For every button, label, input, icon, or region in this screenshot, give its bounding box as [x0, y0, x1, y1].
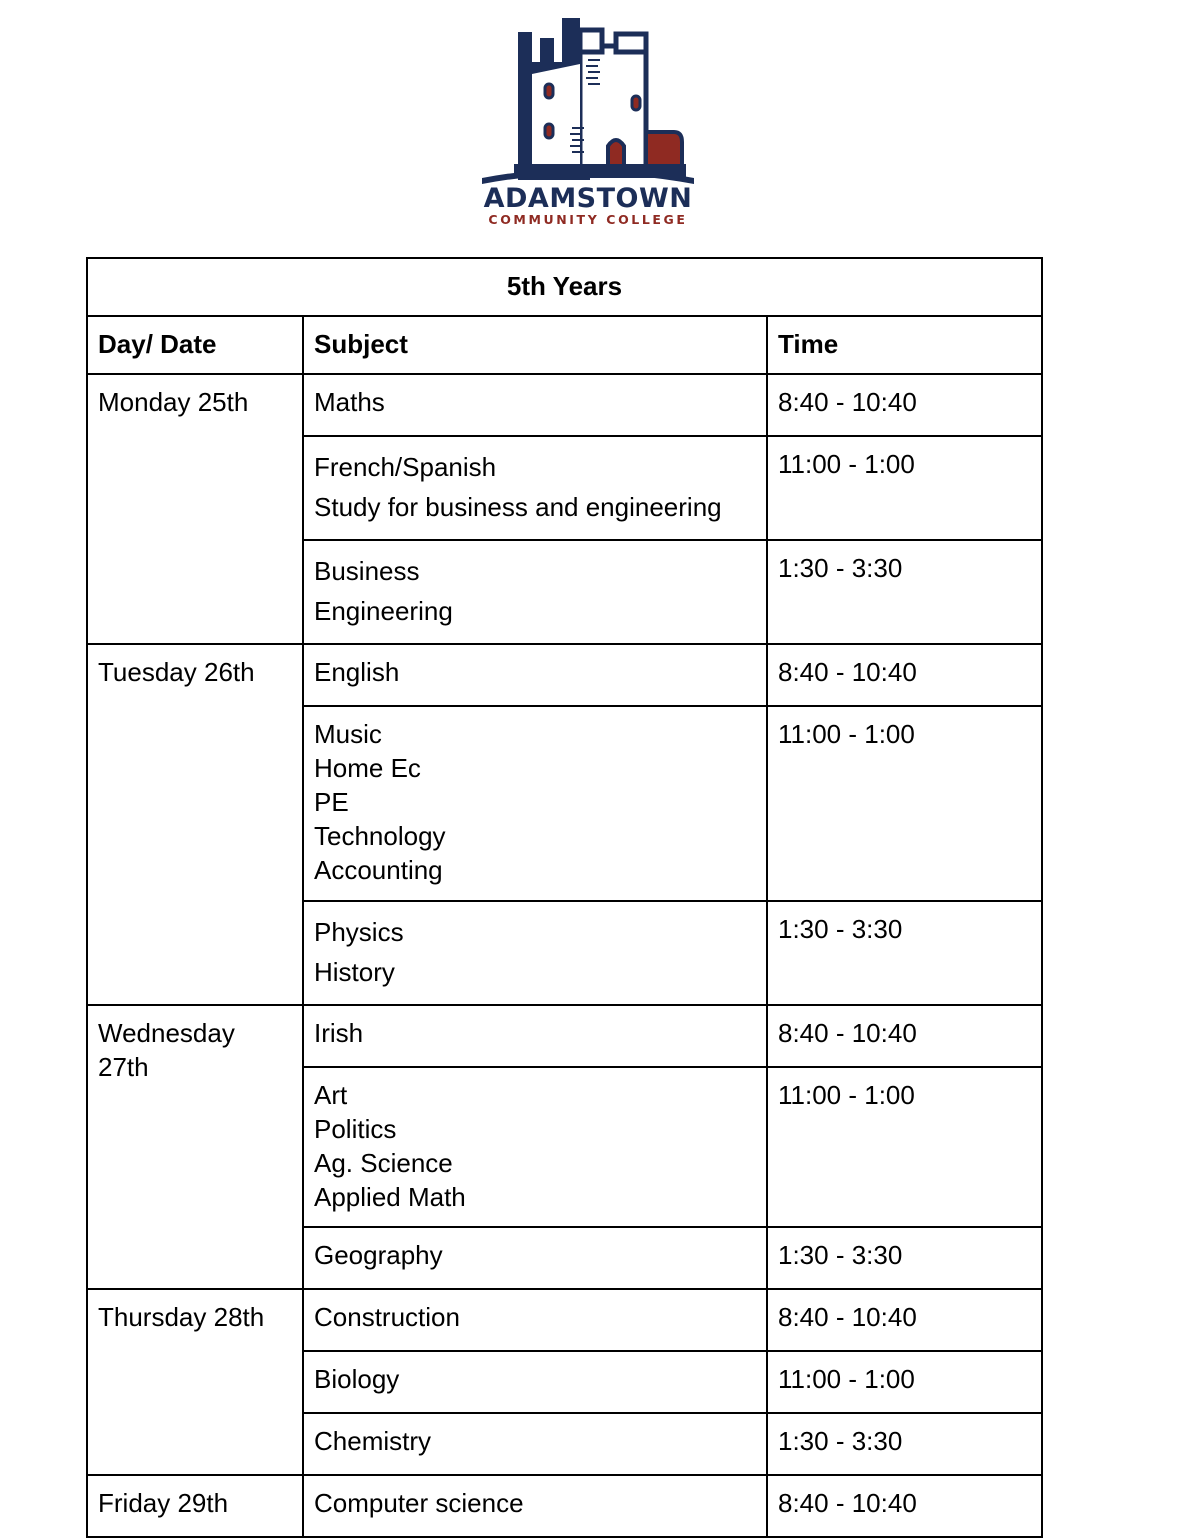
- subject-item: Chemistry: [314, 1426, 432, 1456]
- subject-item: Music: [314, 719, 382, 749]
- time-cell: 11:00 - 1:00: [767, 436, 1042, 540]
- header-day-date: Day/ Date: [87, 316, 303, 374]
- table-row: [87, 1005, 1042, 1067]
- subject-item: History: [314, 957, 395, 987]
- day-cell-wednesday: [87, 1005, 303, 1289]
- day-cell-thursday: Thursday 28th: [87, 1289, 303, 1475]
- subject-item: Engineering: [314, 596, 453, 626]
- day-cell-tuesday: Tuesday 26th: [87, 644, 303, 1005]
- subject-item: Construction: [314, 1302, 460, 1332]
- subject-cell: [303, 1227, 767, 1289]
- time-cell: 8:40 - 10:40: [767, 1005, 1042, 1067]
- subject-cell: [303, 644, 767, 706]
- subject-item: Ag. Science: [314, 1148, 453, 1178]
- subject-cell: [303, 1289, 767, 1351]
- time-cell: 1:30 - 3:30: [767, 1227, 1042, 1289]
- subject-item: Physics: [314, 917, 404, 947]
- table-row: [87, 1289, 1042, 1351]
- time-cell: 1:30 - 3:30: [767, 540, 1042, 644]
- time-cell: 11:00 - 1:00: [767, 1351, 1042, 1413]
- subject-item: Home Ec: [314, 753, 421, 783]
- subject-item: Art: [314, 1080, 348, 1110]
- subject-item: English: [314, 657, 400, 687]
- subject-item: Geography: [314, 1240, 443, 1270]
- subject-item: Irish: [314, 1018, 364, 1048]
- subject-item: Computer science: [314, 1488, 524, 1518]
- subject-item: French/Spanish: [314, 452, 497, 482]
- day-label-line: Wednesday: [98, 1018, 235, 1048]
- subject-item: Technology: [314, 821, 446, 851]
- subject-cell: [303, 1413, 767, 1475]
- subject-cell: [303, 540, 767, 644]
- day-cell-monday: Monday 25th: [87, 374, 303, 644]
- subject-cell: [303, 1351, 767, 1413]
- logo-college-subtitle: COMMUNITY COLLEGE: [488, 212, 688, 227]
- table-title: 5th Years: [87, 258, 1042, 316]
- time-cell: 8:40 - 10:40: [767, 374, 1042, 436]
- time-cell: 8:40 - 10:40: [767, 1289, 1042, 1351]
- subject-item: Applied Math: [314, 1182, 466, 1212]
- day-cell-friday: Friday 29th: [87, 1475, 303, 1537]
- time-cell: 1:30 - 3:30: [767, 901, 1042, 1005]
- subject-item: Biology: [314, 1364, 400, 1394]
- subject-cell: [303, 1005, 767, 1067]
- header-time: Time: [767, 316, 1042, 374]
- subject-item: Politics: [314, 1114, 397, 1144]
- subject-cell: [303, 374, 767, 436]
- subject-item: Study for business and engineering: [314, 492, 722, 522]
- time-cell: 8:40 - 10:40: [767, 1475, 1042, 1537]
- subject-item: Maths: [314, 387, 385, 417]
- subject-cell: [303, 436, 767, 540]
- time-cell: 11:00 - 1:00: [767, 706, 1042, 901]
- time-cell: 1:30 - 3:30: [767, 1413, 1042, 1475]
- subject-cell: [303, 901, 767, 1005]
- table-row: [87, 374, 1042, 436]
- subject-item: Business: [314, 556, 420, 586]
- exam-timetable: [86, 257, 1043, 1538]
- table-header-row: [87, 316, 1042, 374]
- table-row: [87, 644, 1042, 706]
- subject-item: Accounting: [314, 855, 443, 885]
- table-title-row: [87, 258, 1042, 316]
- logo-college-name: ADAMSTOWN: [483, 183, 693, 214]
- subject-item: PE: [314, 787, 349, 817]
- time-cell: 11:00 - 1:00: [767, 1067, 1042, 1227]
- school-logo: [476, 14, 700, 228]
- day-label-line: 27th: [98, 1052, 149, 1082]
- subject-cell: [303, 1067, 767, 1227]
- subject-cell: [303, 706, 767, 901]
- time-cell: 8:40 - 10:40: [767, 644, 1042, 706]
- header-subject: Subject: [303, 316, 767, 374]
